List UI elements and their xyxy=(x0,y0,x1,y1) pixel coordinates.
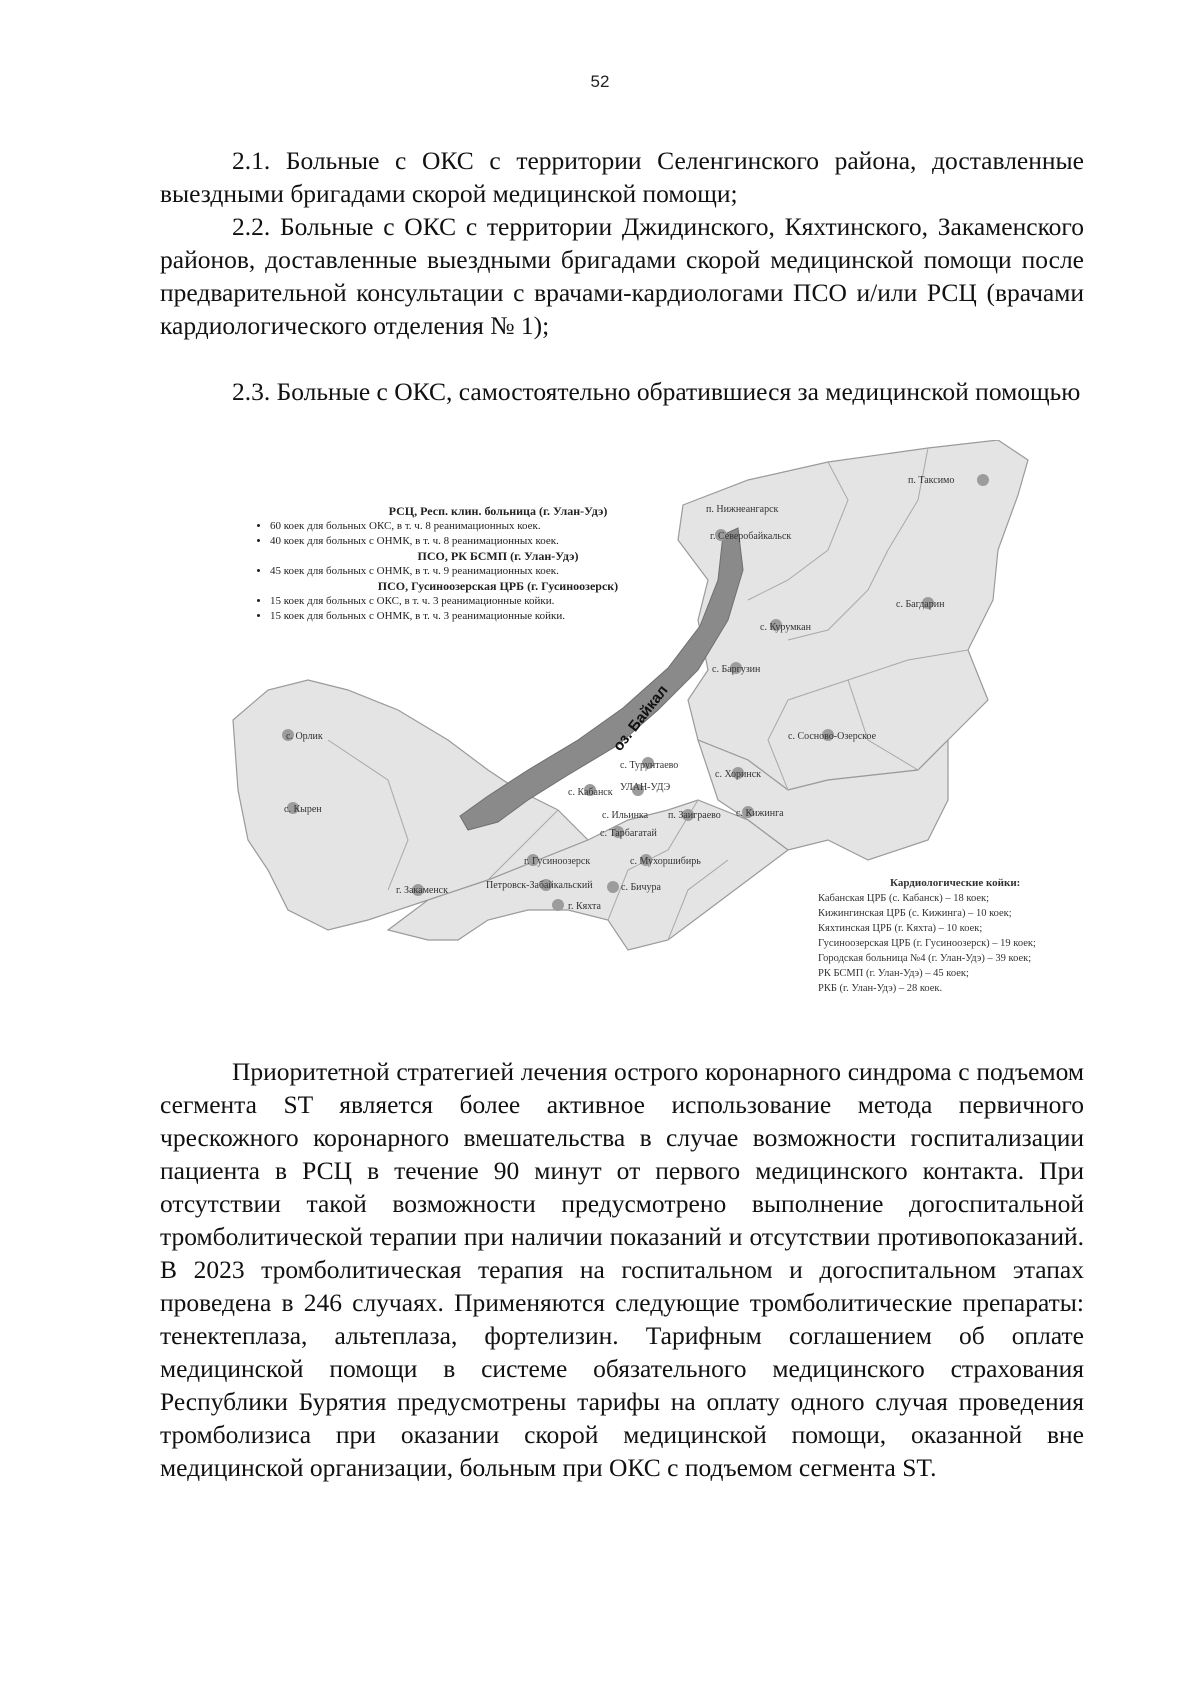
legend-item: • 60 коек для больных ОКС, в т. ч. 8 реанимационных коек. xyxy=(270,519,748,534)
tarbagatai-label: с. Тарбагатай xyxy=(600,828,657,839)
paragraph-2-1: 2.1. Больные с ОКС с территории Селенгинского района, доставленные выездными бригадами скорой медицинской помощи; xyxy=(160,146,1084,208)
beds-row: Городская больница №4 (г. Улан-Удэ) – 39 коек; xyxy=(818,953,1032,964)
petrovsk-label: Петровск-Забайкальский xyxy=(486,880,593,891)
zaigraevo-label: п. Заиграево xyxy=(668,810,721,821)
bagdarin-label: с. Багдарин xyxy=(896,599,945,610)
beds-row: Кабанская ЦРБ (с. Кабанск) – 18 коек; xyxy=(818,893,990,904)
beds-heading: Кардиологические койки: xyxy=(890,877,1021,889)
kurumkan-label: с. Курумкан xyxy=(760,622,811,633)
legend-heading-rsc: РСЦ, Респ. клин. больница (г. Улан-Удэ) xyxy=(388,504,608,518)
kyren-label: с. Кырен xyxy=(284,804,322,815)
page-number: 52 xyxy=(590,72,610,91)
beds-row: Гусиноозерская ЦРБ (г. Гусиноозерск) – 19 коек; xyxy=(818,938,1036,949)
bichura-dot xyxy=(607,881,619,893)
gusinoozersk-label: г. Гусиноозерск xyxy=(524,856,591,867)
kizhinga-label: с. Кижинга xyxy=(736,808,784,819)
legend-item: • 45 коек для больных с ОНМК, в т. ч. 9 реанимационных коек. xyxy=(270,564,748,579)
legend-heading-pso-bsmp: ПСО, РК БСМП (г. Улан-Удэ) xyxy=(417,549,579,563)
ulanude-label: УЛАН-УДЭ xyxy=(620,782,671,793)
turuntaevo-label: с. Турунтаево xyxy=(620,760,679,771)
nizhneangarsk-label: п. Нижнеангарск xyxy=(706,504,779,515)
legend-item: • 15 коек для больных с ОНМК, в т. ч. 3 реанимационные койки. xyxy=(270,609,748,624)
paragraph-2-3: 2.3. Больные с ОКС, самостоятельно обратившиеся за медицинской помощью xyxy=(232,377,1081,406)
beds-row: Кяхтинская ЦРБ (г. Кяхта) – 10 коек; xyxy=(818,923,983,934)
kyakhta-dot xyxy=(552,899,564,911)
severobaikalsk-label: г. Северобайкальск xyxy=(710,531,792,542)
khorinsk-label: с. Хоринск xyxy=(715,769,762,780)
beds-row: РК БСМП (г. Улан-Удэ) – 45 коек; xyxy=(818,968,969,979)
mukhorshibir-label: с. Мухоршибирь xyxy=(630,856,701,867)
paragraph-strategy: Приоритетной стратегией лечения острого коронарного синдрома с подъемом сегмента ST является более активное использование метода первичного чрескожного коронарного вмешательства в случае возможности госпитализации пациента в РСЦ в течение 90 минут от первого медицинского контакта. При отсутствии такой возможности предусмотрено выполнение догоспитальной тромболитической терапии при наличии показаний и отсутствии противопоказаний. В 2023 тромболитическая терапия на госпитальном и догоспитальном этапах проведена в 246 случаях. Применяются следующие тромболитические препараты: тенектеплаза, альтеплаза, фортелизин. Тарифным соглашением об оплате медицинской помощи в системе обязательного медицинского страхования Республики Бурятия предусмотрены тарифы на оплату одного случая проведения тромболизиса при оказании скорой медицинской помощи, оказанной вне медицинской организации, больным при ОКС с подъемом сегмента ST. xyxy=(160,1057,1084,1482)
zakamensk-label: г. Закаменск xyxy=(396,885,448,896)
ilyinka-label: с. Ильинка xyxy=(602,810,649,821)
cardiology-beds-list xyxy=(818,876,1138,996)
sosnovo-label: с. Сосново-Озерское xyxy=(788,731,877,742)
paragraph-2-2: 2.2. Больные с ОКС с территории Джидинского, Кяхтинского, Закаменского районов, доставленные выездными бригадами скорой медицинской помощи после предварительной консультации с врачами-кардиологами ПСО и/или РСЦ (врачами кардиологического отделения № 1); xyxy=(160,212,1084,340)
legend-item: • 15 коек для больных с ОКС, в т. ч. 3 реанимационные койки. xyxy=(270,594,748,609)
legend-item: • 40 коек для больных с ОНМК, в т. ч. 8 реанимационных коек. xyxy=(270,534,748,549)
kyakhta-label: г. Кяхта xyxy=(568,901,601,912)
buryatia-map-figure xyxy=(228,440,1148,1030)
bichura-label: с. Бичура xyxy=(621,882,661,893)
lake-baikal-label: оз. Байкал xyxy=(609,682,672,755)
beds-row: Кижингинская ЦРБ (с. Кижинга) – 10 коек; xyxy=(818,908,1012,919)
kabansk-label: с. Кабанск xyxy=(568,787,613,798)
taksimo-dot xyxy=(977,474,989,486)
hospital-legend xyxy=(248,504,748,624)
legend-heading-pso-gusinoozersk: ПСО, Гусиноозерская ЦРБ (г. Гусиноозерск) xyxy=(377,579,619,593)
taksimo-label: п. Таксимо xyxy=(908,475,955,486)
orlik-label: с. Орлик xyxy=(286,731,323,742)
barguzin-label: с. Баргузин xyxy=(712,664,761,675)
beds-row: РКБ (г. Улан-Удэ) – 28 коек. xyxy=(818,983,943,994)
